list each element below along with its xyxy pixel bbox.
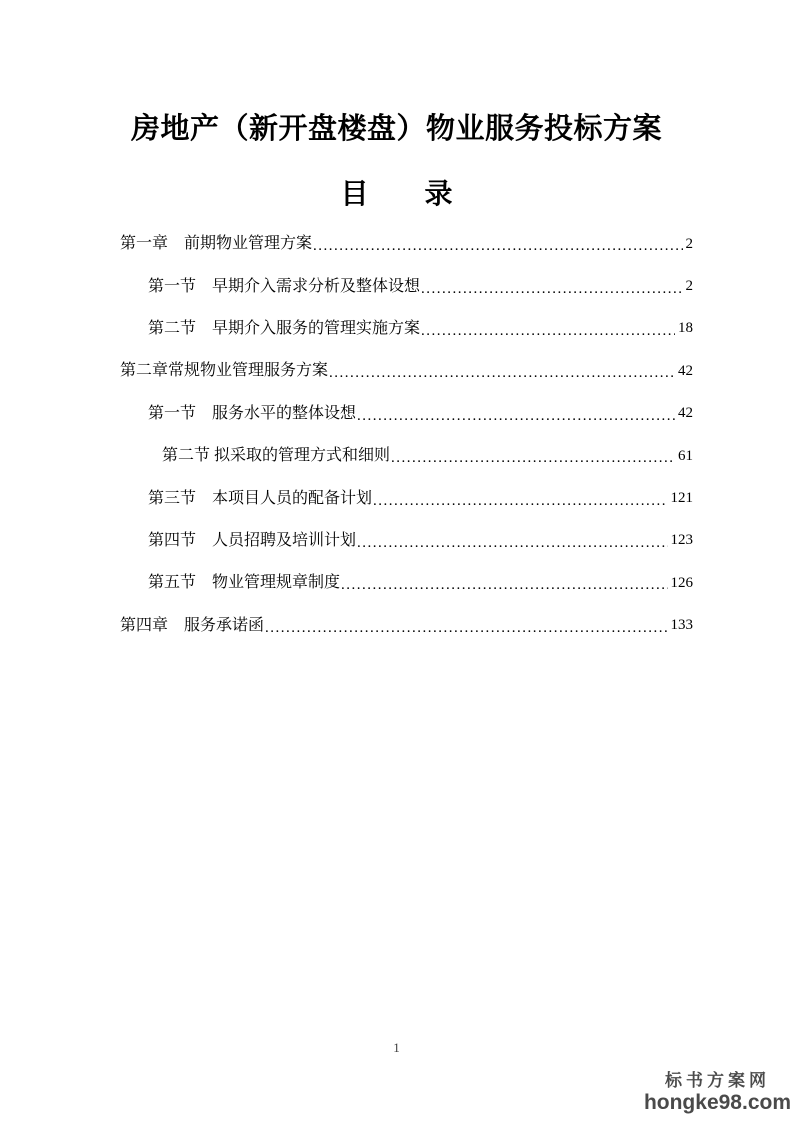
toc-row[interactable] [120, 520, 693, 562]
toc-row[interactable] [120, 308, 693, 350]
toc-entry-page-number: 42 [678, 362, 693, 379]
toc-entry-page-number: 61 [678, 447, 693, 464]
toc-entry-label: 第二节 拟采取的管理方式和细则 [162, 447, 391, 465]
toc-dot-leader [391, 450, 675, 466]
toc-dot-leader [329, 365, 675, 381]
toc-entry-label: 第四节 人员招聘及培训计划 [148, 531, 357, 549]
toc-entry-page-number: 126 [670, 574, 693, 591]
footer-page-number: 1 [393, 1040, 400, 1055]
watermark-site-url: hongke98.com [643, 1090, 791, 1114]
toc-row[interactable] [120, 393, 693, 435]
toc-entry-page-number: 42 [678, 405, 693, 422]
toc-row[interactable] [120, 477, 693, 519]
toc-entry-page-number: 18 [678, 320, 693, 337]
toc-entry-page-number: 121 [670, 490, 693, 507]
toc-row[interactable] [120, 562, 693, 604]
document-title: 房地产（新开盘楼盘）物业服务投标方案 [130, 113, 662, 145]
toc-entry-label: 第一节 服务水平的整体设想 [148, 404, 357, 422]
watermark[interactable] [644, 1070, 791, 1114]
toc-heading: 目 录 [340, 178, 453, 209]
toc-entry-label: 第三节 本项目人员的配备计划 [148, 489, 373, 507]
toc-dot-leader [373, 493, 667, 509]
toc-dot-leader [357, 535, 667, 551]
toc-dot-leader [357, 408, 675, 424]
toc-entry-page-number: 2 [685, 235, 693, 252]
toc-row[interactable] [120, 350, 693, 392]
toc-dot-leader [341, 577, 667, 593]
toc-row[interactable] [120, 435, 693, 477]
toc-dot-leader [421, 323, 675, 339]
toc-entry-page-number: 123 [670, 532, 693, 549]
toc-row[interactable] [120, 265, 693, 307]
watermark-site-name: 标书方案网 [664, 1070, 770, 1090]
toc-entry-label: 第五节 物业管理规章制度 [148, 574, 341, 592]
toc-row[interactable] [120, 605, 693, 647]
toc-entry-page-number: 133 [670, 617, 693, 634]
toc-row[interactable] [120, 223, 693, 265]
toc-entry-label: 第一章 前期物业管理方案 [120, 235, 313, 253]
toc-entry-label: 第二章常规物业管理服务方案 [120, 362, 329, 380]
toc-dot-leader [421, 281, 682, 297]
toc-entry-label: 第一节 早期介入需求分析及整体设想 [148, 277, 421, 295]
toc-entry-label: 第二节 早期介入服务的管理实施方案 [148, 319, 421, 337]
toc-list [120, 223, 693, 647]
toc-dot-leader [313, 238, 682, 254]
toc-dot-leader [265, 620, 667, 636]
toc-entry-label: 第四章 服务承诺函 [120, 616, 265, 634]
toc-entry-page-number: 2 [685, 278, 693, 295]
